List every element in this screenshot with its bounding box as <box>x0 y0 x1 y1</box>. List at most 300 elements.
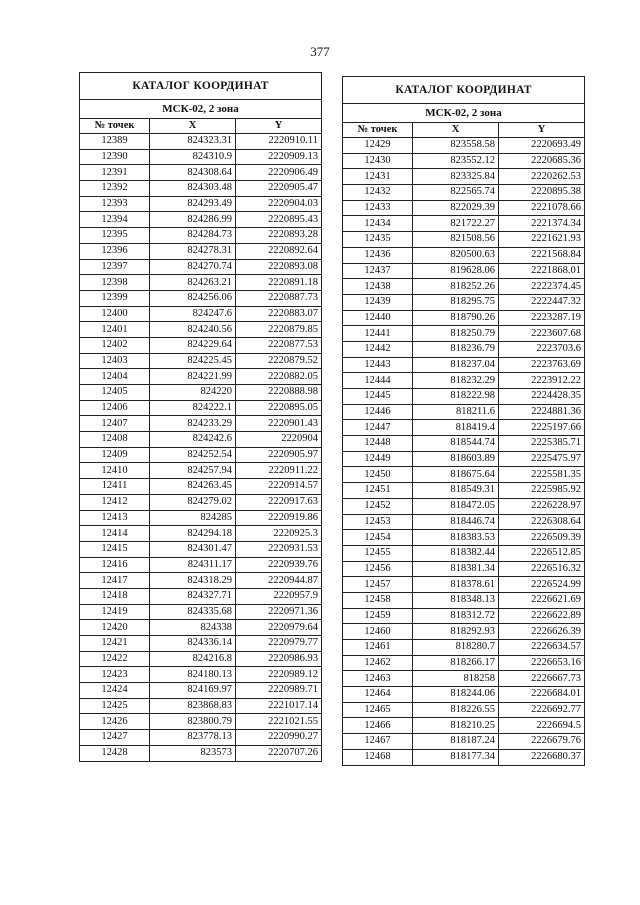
y-coordinate-cell: 2220707.26 <box>236 745 322 761</box>
x-coordinate-cell: 820500.63 <box>413 247 499 263</box>
y-coordinate-cell: 2220693.49 <box>499 138 585 154</box>
x-coordinate-cell: 824270.74 <box>150 259 236 275</box>
point-number-cell: 12423 <box>80 667 150 683</box>
table-row <box>343 279 585 295</box>
y-coordinate-cell: 2220895.38 <box>499 185 585 201</box>
point-number-cell: 12400 <box>80 306 150 322</box>
table-row <box>343 483 585 499</box>
x-coordinate-cell: 824263.45 <box>150 479 236 495</box>
point-number-cell: 12433 <box>343 200 413 216</box>
point-number-header: № точек <box>80 119 150 134</box>
table-row <box>343 263 585 279</box>
y-coordinate-cell: 2226512.85 <box>499 545 585 561</box>
table-row <box>343 294 585 310</box>
y-coordinate-cell: 2226626.39 <box>499 624 585 640</box>
y-coordinate-cell: 2221568.84 <box>499 247 585 263</box>
table-row <box>80 463 322 479</box>
y-coordinate-cell: 2223763.69 <box>499 357 585 373</box>
point-number-cell: 12441 <box>343 326 413 342</box>
y-coordinate-cell: 2226228.97 <box>499 498 585 514</box>
point-number-cell: 12419 <box>80 604 150 620</box>
y-coordinate-cell: 2222374.45 <box>499 279 585 295</box>
y-coordinate-cell: 2226516.32 <box>499 561 585 577</box>
x-coordinate-cell: 818211.6 <box>413 404 499 420</box>
y-header: Y <box>499 123 585 138</box>
table-row <box>80 243 322 259</box>
x-coordinate-cell: 824294.18 <box>150 526 236 542</box>
y-coordinate-cell: 2226509.39 <box>499 530 585 546</box>
y-coordinate-cell: 2221868.01 <box>499 263 585 279</box>
point-number-cell: 12437 <box>343 263 413 279</box>
point-number-cell: 12421 <box>80 636 150 652</box>
x-coordinate-cell: 818446.74 <box>413 514 499 530</box>
table-row <box>343 718 585 734</box>
table-row <box>80 259 322 275</box>
y-coordinate-cell: 2220893.28 <box>236 228 322 244</box>
y-coordinate-cell: 2226634.57 <box>499 640 585 656</box>
point-number-cell: 12402 <box>80 337 150 353</box>
table-row <box>80 400 322 416</box>
point-number-cell: 12395 <box>80 228 150 244</box>
y-header: Y <box>236 119 322 134</box>
table-row <box>80 745 322 761</box>
table-row <box>343 404 585 420</box>
point-number-cell: 12447 <box>343 420 413 436</box>
point-number-cell: 12418 <box>80 588 150 604</box>
table-row <box>343 545 585 561</box>
table-row <box>80 588 322 604</box>
x-coordinate-cell: 824252.54 <box>150 447 236 463</box>
x-coordinate-cell: 824222.1 <box>150 400 236 416</box>
y-coordinate-cell: 2220979.64 <box>236 620 322 636</box>
table-row <box>80 526 322 542</box>
y-coordinate-cell: 2220887.73 <box>236 290 322 306</box>
x-coordinate-cell: 818382.44 <box>413 545 499 561</box>
point-number-cell: 12427 <box>80 730 150 746</box>
point-number-cell: 12407 <box>80 416 150 432</box>
y-coordinate-cell: 2220990.27 <box>236 730 322 746</box>
y-coordinate-cell: 2220914.57 <box>236 479 322 495</box>
table-row <box>343 373 585 389</box>
y-coordinate-cell: 2220986.93 <box>236 651 322 667</box>
table-row <box>80 604 322 620</box>
y-coordinate-cell: 2226694.5 <box>499 718 585 734</box>
table-row <box>343 169 585 185</box>
x-coordinate-cell: 818226.55 <box>413 702 499 718</box>
table-row <box>343 624 585 640</box>
catalog-title: КАТАЛОГ КООРДИНАТ <box>80 73 322 100</box>
x-coordinate-cell: 821508.56 <box>413 232 499 248</box>
catalog-title-row <box>343 77 585 104</box>
y-coordinate-cell: 2220895.05 <box>236 400 322 416</box>
point-number-cell: 12452 <box>343 498 413 514</box>
table-row <box>343 592 585 608</box>
table-row <box>343 671 585 687</box>
table-row <box>343 200 585 216</box>
y-coordinate-cell: 2225197.66 <box>499 420 585 436</box>
table-row <box>80 322 322 338</box>
x-coordinate-cell: 824247.6 <box>150 306 236 322</box>
point-number-cell: 12389 <box>80 134 150 150</box>
point-number-cell: 12415 <box>80 541 150 557</box>
table-row <box>343 247 585 263</box>
x-coordinate-cell: 823558.58 <box>413 138 499 154</box>
table-row <box>80 714 322 730</box>
y-coordinate-cell: 2221021.55 <box>236 714 322 730</box>
x-coordinate-cell: 824285 <box>150 510 236 526</box>
x-coordinate-cell: 818348.13 <box>413 592 499 608</box>
x-coordinate-cell: 824229.64 <box>150 337 236 353</box>
x-coordinate-cell: 824318.29 <box>150 573 236 589</box>
catalog-zone-row <box>343 104 585 123</box>
y-coordinate-cell: 2226653.16 <box>499 655 585 671</box>
point-number-cell: 12404 <box>80 369 150 385</box>
point-number-cell: 12392 <box>80 181 150 197</box>
y-coordinate-cell: 2222447.32 <box>499 294 585 310</box>
point-number-cell: 12438 <box>343 279 413 295</box>
y-coordinate-cell: 2223703.6 <box>499 341 585 357</box>
x-coordinate-cell: 824169.97 <box>150 683 236 699</box>
point-number-cell: 12396 <box>80 243 150 259</box>
y-coordinate-cell: 2220888.98 <box>236 385 322 401</box>
table-row <box>343 561 585 577</box>
point-number-cell: 12446 <box>343 404 413 420</box>
x-coordinate-cell: 824263.21 <box>150 275 236 291</box>
x-coordinate-cell: 818675.64 <box>413 467 499 483</box>
point-number-cell: 12449 <box>343 451 413 467</box>
table-row <box>343 216 585 232</box>
y-coordinate-cell: 2220979.77 <box>236 636 322 652</box>
table-row <box>80 149 322 165</box>
y-coordinate-cell: 2225985.92 <box>499 483 585 499</box>
x-coordinate-cell: 824311.17 <box>150 557 236 573</box>
x-coordinate-cell: 818544.74 <box>413 436 499 452</box>
y-coordinate-cell: 2220925.3 <box>236 526 322 542</box>
x-coordinate-cell: 824301.47 <box>150 541 236 557</box>
y-coordinate-cell: 2220911.22 <box>236 463 322 479</box>
table-row <box>80 228 322 244</box>
x-coordinate-cell: 824279.02 <box>150 494 236 510</box>
x-coordinate-cell: 818312.72 <box>413 608 499 624</box>
catalog-title-row <box>80 73 322 100</box>
y-coordinate-cell: 2220879.85 <box>236 322 322 338</box>
table-row <box>343 749 585 765</box>
point-number-cell: 12463 <box>343 671 413 687</box>
point-number-cell: 12444 <box>343 373 413 389</box>
point-number-cell: 12455 <box>343 545 413 561</box>
y-coordinate-cell: 2220989.12 <box>236 667 322 683</box>
point-number-cell: 12431 <box>343 169 413 185</box>
table-row <box>343 153 585 169</box>
table-row <box>80 573 322 589</box>
y-coordinate-cell: 2226679.76 <box>499 734 585 750</box>
x-coordinate-cell: 824256.06 <box>150 290 236 306</box>
point-number-cell: 12445 <box>343 389 413 405</box>
x-coordinate-cell: 819628.06 <box>413 263 499 279</box>
x-coordinate-cell: 818232.29 <box>413 373 499 389</box>
y-coordinate-cell: 2226524.99 <box>499 577 585 593</box>
x-coordinate-cell: 818222.98 <box>413 389 499 405</box>
x-coordinate-cell: 818210.25 <box>413 718 499 734</box>
x-coordinate-cell: 824225.45 <box>150 353 236 369</box>
point-number-cell: 12442 <box>343 341 413 357</box>
y-coordinate-cell: 2220939.76 <box>236 557 322 573</box>
catalog-zone-row <box>80 100 322 119</box>
table-row <box>80 385 322 401</box>
x-coordinate-cell: 824240.56 <box>150 322 236 338</box>
table-row <box>343 467 585 483</box>
y-coordinate-cell: 2223912.22 <box>499 373 585 389</box>
y-coordinate-cell: 2220909.13 <box>236 149 322 165</box>
table-row <box>80 353 322 369</box>
point-number-cell: 12443 <box>343 357 413 373</box>
point-number-cell: 12399 <box>80 290 150 306</box>
point-number-cell: 12390 <box>80 149 150 165</box>
table-row <box>343 734 585 750</box>
table-row <box>80 165 322 181</box>
y-coordinate-cell: 2226622.89 <box>499 608 585 624</box>
y-coordinate-cell: 2221374.34 <box>499 216 585 232</box>
table-row <box>343 655 585 671</box>
table-row <box>343 640 585 656</box>
x-coordinate-cell: 824335.68 <box>150 604 236 620</box>
table-row <box>343 514 585 530</box>
table-row <box>343 451 585 467</box>
point-number-cell: 12462 <box>343 655 413 671</box>
x-coordinate-cell: 818419.4 <box>413 420 499 436</box>
x-coordinate-cell: 824242.6 <box>150 432 236 448</box>
table-row <box>80 447 322 463</box>
y-coordinate-cell: 2220904.03 <box>236 196 322 212</box>
point-number-cell: 12429 <box>343 138 413 154</box>
column-header-row <box>343 123 585 138</box>
table-row <box>343 389 585 405</box>
point-number-cell: 12428 <box>80 745 150 761</box>
table-row <box>80 181 322 197</box>
y-coordinate-cell: 2226692.77 <box>499 702 585 718</box>
point-number-cell: 12403 <box>80 353 150 369</box>
x-header: X <box>413 123 499 138</box>
point-number-cell: 12410 <box>80 463 150 479</box>
x-coordinate-cell: 818378.61 <box>413 577 499 593</box>
x-coordinate-cell: 818236.79 <box>413 341 499 357</box>
point-number-cell: 12459 <box>343 608 413 624</box>
table-row <box>80 683 322 699</box>
y-coordinate-cell: 2220882.05 <box>236 369 322 385</box>
table-row <box>343 357 585 373</box>
table-row <box>80 196 322 212</box>
point-number-cell: 12436 <box>343 247 413 263</box>
table-row <box>80 667 322 683</box>
point-number-cell: 12409 <box>80 447 150 463</box>
x-coordinate-cell: 818244.06 <box>413 687 499 703</box>
point-number-cell: 12439 <box>343 294 413 310</box>
table-row <box>80 290 322 306</box>
point-number-cell: 12464 <box>343 687 413 703</box>
x-coordinate-cell: 823800.79 <box>150 714 236 730</box>
point-number-cell: 12416 <box>80 557 150 573</box>
x-coordinate-cell: 818237.04 <box>413 357 499 373</box>
table-row <box>80 369 322 385</box>
y-coordinate-cell: 2220931.53 <box>236 541 322 557</box>
x-coordinate-cell: 822029.39 <box>413 200 499 216</box>
y-coordinate-cell: 2220891.18 <box>236 275 322 291</box>
x-coordinate-cell: 824220 <box>150 385 236 401</box>
y-coordinate-cell: 2220910.11 <box>236 134 322 150</box>
table-row <box>343 341 585 357</box>
column-header-row <box>80 119 322 134</box>
coordinate-catalog-table-left <box>79 72 322 762</box>
table-row <box>343 702 585 718</box>
table-row <box>80 636 322 652</box>
x-coordinate-cell: 818381.34 <box>413 561 499 577</box>
point-number-cell: 12467 <box>343 734 413 750</box>
x-coordinate-cell: 824233.29 <box>150 416 236 432</box>
x-coordinate-cell: 823573 <box>150 745 236 761</box>
y-coordinate-cell: 2225581.35 <box>499 467 585 483</box>
page-number: 377 <box>310 44 330 59</box>
table-row <box>80 134 322 150</box>
x-coordinate-cell: 824293.49 <box>150 196 236 212</box>
table-row <box>80 557 322 573</box>
table-row <box>80 620 322 636</box>
table-row <box>80 337 322 353</box>
point-number-cell: 12406 <box>80 400 150 416</box>
x-coordinate-cell: 824221.99 <box>150 369 236 385</box>
y-coordinate-cell: 2221621.93 <box>499 232 585 248</box>
table-row <box>80 510 322 526</box>
coordinate-system-label: МСК-02, 2 зона <box>80 100 322 119</box>
point-number-cell: 12466 <box>343 718 413 734</box>
y-coordinate-cell: 2224881.36 <box>499 404 585 420</box>
x-coordinate-cell: 823868.83 <box>150 698 236 714</box>
y-coordinate-cell: 2220879.52 <box>236 353 322 369</box>
point-number-cell: 12454 <box>343 530 413 546</box>
point-number-cell: 12413 <box>80 510 150 526</box>
x-coordinate-cell: 818603.89 <box>413 451 499 467</box>
x-coordinate-cell: 818790.26 <box>413 310 499 326</box>
x-coordinate-cell: 818383.53 <box>413 530 499 546</box>
catalog-title: КАТАЛОГ КООРДИНАТ <box>343 77 585 104</box>
table-row <box>80 541 322 557</box>
coordinate-catalog-table-right <box>342 76 585 766</box>
point-number-cell: 12420 <box>80 620 150 636</box>
x-coordinate-cell: 821722.27 <box>413 216 499 232</box>
y-coordinate-cell: 2220989.71 <box>236 683 322 699</box>
point-number-cell: 12458 <box>343 592 413 608</box>
point-number-cell: 12432 <box>343 185 413 201</box>
x-coordinate-cell: 818280.7 <box>413 640 499 656</box>
y-coordinate-cell: 2220893.08 <box>236 259 322 275</box>
table-row <box>80 416 322 432</box>
table-row <box>80 479 322 495</box>
point-number-cell: 12451 <box>343 483 413 499</box>
x-coordinate-cell: 818250.79 <box>413 326 499 342</box>
x-coordinate-cell: 824286.99 <box>150 212 236 228</box>
point-number-cell: 12453 <box>343 514 413 530</box>
table-row <box>80 651 322 667</box>
x-coordinate-cell: 823552.12 <box>413 153 499 169</box>
y-coordinate-cell: 2220892.64 <box>236 243 322 259</box>
y-coordinate-cell: 2225475.97 <box>499 451 585 467</box>
point-number-cell: 12465 <box>343 702 413 718</box>
y-coordinate-cell: 2225385.71 <box>499 436 585 452</box>
point-number-cell: 12457 <box>343 577 413 593</box>
y-coordinate-cell: 2220917.63 <box>236 494 322 510</box>
point-number-cell: 12408 <box>80 432 150 448</box>
point-number-cell: 12394 <box>80 212 150 228</box>
y-coordinate-cell: 2220895.43 <box>236 212 322 228</box>
y-coordinate-cell: 2221017.14 <box>236 698 322 714</box>
table-row <box>80 730 322 746</box>
table-row <box>80 306 322 322</box>
y-coordinate-cell: 2220904 <box>236 432 322 448</box>
y-coordinate-cell: 2223607.68 <box>499 326 585 342</box>
table-row <box>343 420 585 436</box>
y-coordinate-cell: 2226667.73 <box>499 671 585 687</box>
y-coordinate-cell: 2220685.36 <box>499 153 585 169</box>
point-number-cell: 12461 <box>343 640 413 656</box>
y-coordinate-cell: 2226684.01 <box>499 687 585 703</box>
y-coordinate-cell: 2226621.69 <box>499 592 585 608</box>
point-number-cell: 12425 <box>80 698 150 714</box>
table-row <box>343 577 585 593</box>
table-row <box>343 310 585 326</box>
x-coordinate-cell: 823325.84 <box>413 169 499 185</box>
table-row <box>80 494 322 510</box>
table-row <box>80 275 322 291</box>
table-row <box>343 608 585 624</box>
x-coordinate-cell: 818266.17 <box>413 655 499 671</box>
table-row <box>80 432 322 448</box>
x-coordinate-cell: 824310.9 <box>150 149 236 165</box>
y-coordinate-cell: 2220901.43 <box>236 416 322 432</box>
table-row <box>343 436 585 452</box>
table-row <box>343 185 585 201</box>
point-number-cell: 12456 <box>343 561 413 577</box>
table-row <box>343 687 585 703</box>
table-row <box>343 530 585 546</box>
y-coordinate-cell: 2224428.35 <box>499 389 585 405</box>
y-coordinate-cell: 2223287.19 <box>499 310 585 326</box>
y-coordinate-cell: 2220906.49 <box>236 165 322 181</box>
y-coordinate-cell: 2220905.47 <box>236 181 322 197</box>
x-coordinate-cell: 824336.14 <box>150 636 236 652</box>
point-number-cell: 12434 <box>343 216 413 232</box>
point-number-cell: 12430 <box>343 153 413 169</box>
x-coordinate-cell: 818252.26 <box>413 279 499 295</box>
x-coordinate-cell: 818549.31 <box>413 483 499 499</box>
point-number-cell: 12440 <box>343 310 413 326</box>
table-row <box>80 698 322 714</box>
point-number-cell: 12460 <box>343 624 413 640</box>
point-number-cell: 12412 <box>80 494 150 510</box>
point-number-cell: 12426 <box>80 714 150 730</box>
x-coordinate-cell: 823778.13 <box>150 730 236 746</box>
point-number-cell: 12422 <box>80 651 150 667</box>
y-coordinate-cell: 2226680.37 <box>499 749 585 765</box>
x-coordinate-cell: 824180.13 <box>150 667 236 683</box>
x-coordinate-cell: 824278.31 <box>150 243 236 259</box>
x-coordinate-cell: 818292.93 <box>413 624 499 640</box>
point-number-cell: 12401 <box>80 322 150 338</box>
y-coordinate-cell: 2220262.53 <box>499 169 585 185</box>
point-number-cell: 12411 <box>80 479 150 495</box>
x-header: X <box>150 119 236 134</box>
y-coordinate-cell: 2220883.07 <box>236 306 322 322</box>
y-coordinate-cell: 2220971.36 <box>236 604 322 620</box>
y-coordinate-cell: 2226308.64 <box>499 514 585 530</box>
